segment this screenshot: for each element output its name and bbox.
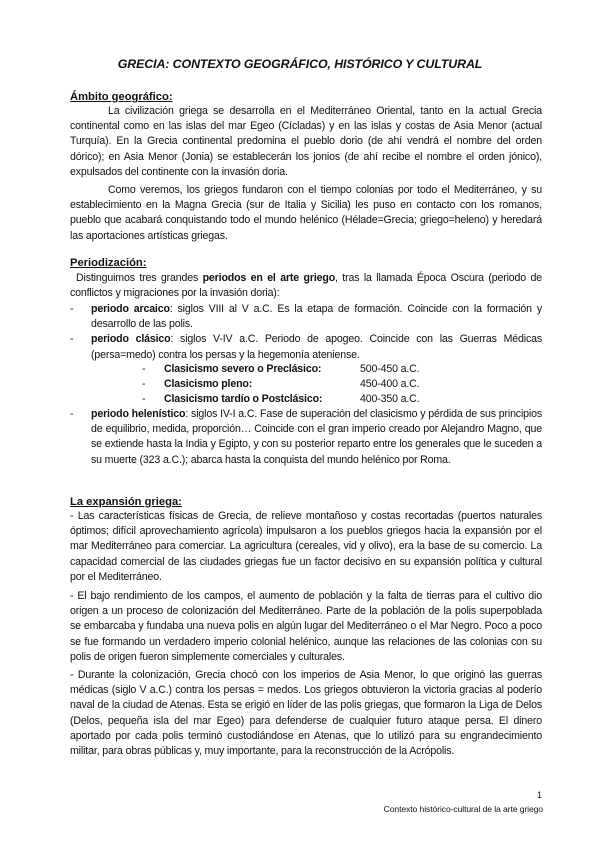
period-term: periodo clásico bbox=[91, 333, 171, 346]
list-dash: - bbox=[142, 363, 146, 375]
list-dash: - bbox=[70, 408, 74, 420]
list-dash: - bbox=[142, 393, 146, 406]
period-list-last bbox=[70, 407, 542, 468]
list-item bbox=[70, 332, 542, 362]
paragraph-periodizacion-intro bbox=[70, 271, 542, 301]
intro-emphasis: periodos en el arte griego bbox=[202, 272, 336, 284]
period-description: : siglos IV-I a.C. Fase de superación del clasicismo y pérdida de sus principios de equilibrio, medida, proporción… Coincide con el gran imperio creado por Alejandro Magno, que se extiende hasta la India y Egipto, y con su posterior reparto entre los generales que le suceden a su muerte (323 a.C.); abarca hasta la conquista del mundo helénico por Roma. bbox=[91, 408, 542, 466]
heading-ambito-geografico: Ámbito geográfico: bbox=[70, 91, 173, 103]
subperiod-name: Clasicismo pleno: bbox=[164, 378, 253, 391]
period-description: : siglos VIII al V a.C. Es la etapa de formación. Coincide con la formación y desarrollo de las polis. bbox=[91, 303, 543, 331]
paragraph-ambito-2: Como veremos, los griegos fundaron con el tiempo colonias por todo el Mediterráneo, y su establecimiento en la Magna Grecia (sur de Italia y Sicilia) les puso en contacto con los romanos, pueblo que acabará conquistando todo el mundo helénico (Hélade=Grecia; griego=heleno) y heredará las aportaciones artísticas griegas. bbox=[70, 184, 542, 242]
subperiod-range: 450-400 a.C. bbox=[360, 378, 420, 391]
intro-text: Distinguimos tres grandes bbox=[76, 272, 203, 284]
list-dash: - bbox=[70, 333, 74, 346]
subperiod-name: Clasicismo severo o Preclásico: bbox=[164, 363, 322, 375]
list-dash: - bbox=[142, 378, 146, 391]
intro-text-end: , tras la llamada Época Oscura (periodo de conflictos y migraciones por la invasión doria): bbox=[70, 272, 542, 300]
period-list bbox=[70, 302, 542, 363]
paragraph-expansion-2: - El bajo rendimiento de los campos, el aumento de población y la falta de tierras para el cultivo dio origen a un proceso de colonización del Mediterráneo. Parte de la población de la polis superpoblada se embarcaba y fundaba una nueva polis en algún lugar del Mediterráneo o el Mar Negro. Poco a poco se fue formando un verdadero imperio colonial helénico, aunque las relaciones de las colonias con su polis de origen fueron simplemente comerciales y culturales. bbox=[70, 590, 542, 663]
heading-expansion-griega: La expansión griega: bbox=[70, 496, 182, 508]
page-title: GRECIA: CONTEXTO GEOGRÁFICO, HISTÓRICO Y CULTURAL bbox=[117, 57, 483, 71]
period-term: periodo arcaico bbox=[91, 303, 170, 315]
list-item bbox=[70, 407, 542, 468]
subperiod-name: Clasicismo tardío o Postclásico: bbox=[164, 393, 323, 406]
subperiod-range: 400-350 a.C. bbox=[360, 393, 420, 406]
paragraph-expansion-1: - Las características físicas de Grecia, de relieve montañoso y costas recortadas (puertos naturales óptimos; difícil aprovechamiento agrícola) impulsaron a los pueblos griegos hacia la expansión por el mar Mediterráneo para comerciar. La agricultura (cereales, vid y olivo), era la base de su comercio. La capacidad comercial de las ciudades griegas fue un factor decisivo en su expansión política y cultural por el Mediterráneo. bbox=[70, 510, 542, 583]
list-item bbox=[70, 302, 542, 332]
subperiod-row bbox=[142, 377, 442, 392]
subperiod-range: 500-450 a.C. bbox=[360, 363, 420, 375]
page-number: 1 bbox=[537, 790, 543, 800]
period-description: : siglos V-IV a.C. Periodo de apogeo. Coincide con las Guerras Médicas (persa=medo) contra los persas y la hegemonía ateniense. bbox=[91, 333, 542, 361]
subperiod-row bbox=[142, 392, 442, 407]
list-dash: - bbox=[70, 303, 74, 315]
heading-periodizacion: Periodización: bbox=[70, 257, 147, 269]
classicism-subperiods bbox=[142, 362, 442, 408]
running-footer: Contexto histórico-cultural de la arte griego bbox=[383, 804, 543, 814]
paragraph-ambito-1: La civilización griega se desarrolla en el Mediterráneo Oriental, tanto en la actual Grecia continental como en las islas del mar Egeo (Cícladas) y en las islas y costas de Asia Menor (actual Turquía). En la Grecia continental predomina el pueblo dorio (de ahí vendrá el nombre del orden dórico); en Asia Menor (Jonia) se establecerán los jonios (de ahí recibe el nombre el orden jónico), expulsados del continente con la invasión doria. bbox=[70, 105, 542, 178]
subperiod-row bbox=[142, 362, 442, 377]
period-term: periodo helenístico bbox=[91, 408, 186, 420]
paragraph-expansion-3: - Durante la colonización, Grecia chocó con los imperios de Asia Menor, lo que originó las guerras médicas (siglo V a.C.) contra los persas = medos. Los griegos obtuvieron la victoria gracias al poderío naval de la ciudad de Atenas. Esta se erigió en líder de las polis griegas, que formaron la Liga de Delos (Delos, pequeña isla del mar Egeo) para defenderse de cualquier futuro ataque persa. El dinero aportado por cada polis terminó custodiándose en Atenas, que lo utilizó para su engrandecimiento militar, para obras públicas y, muy importante, para la reconstrucción de la Acrópolis. bbox=[70, 669, 542, 758]
